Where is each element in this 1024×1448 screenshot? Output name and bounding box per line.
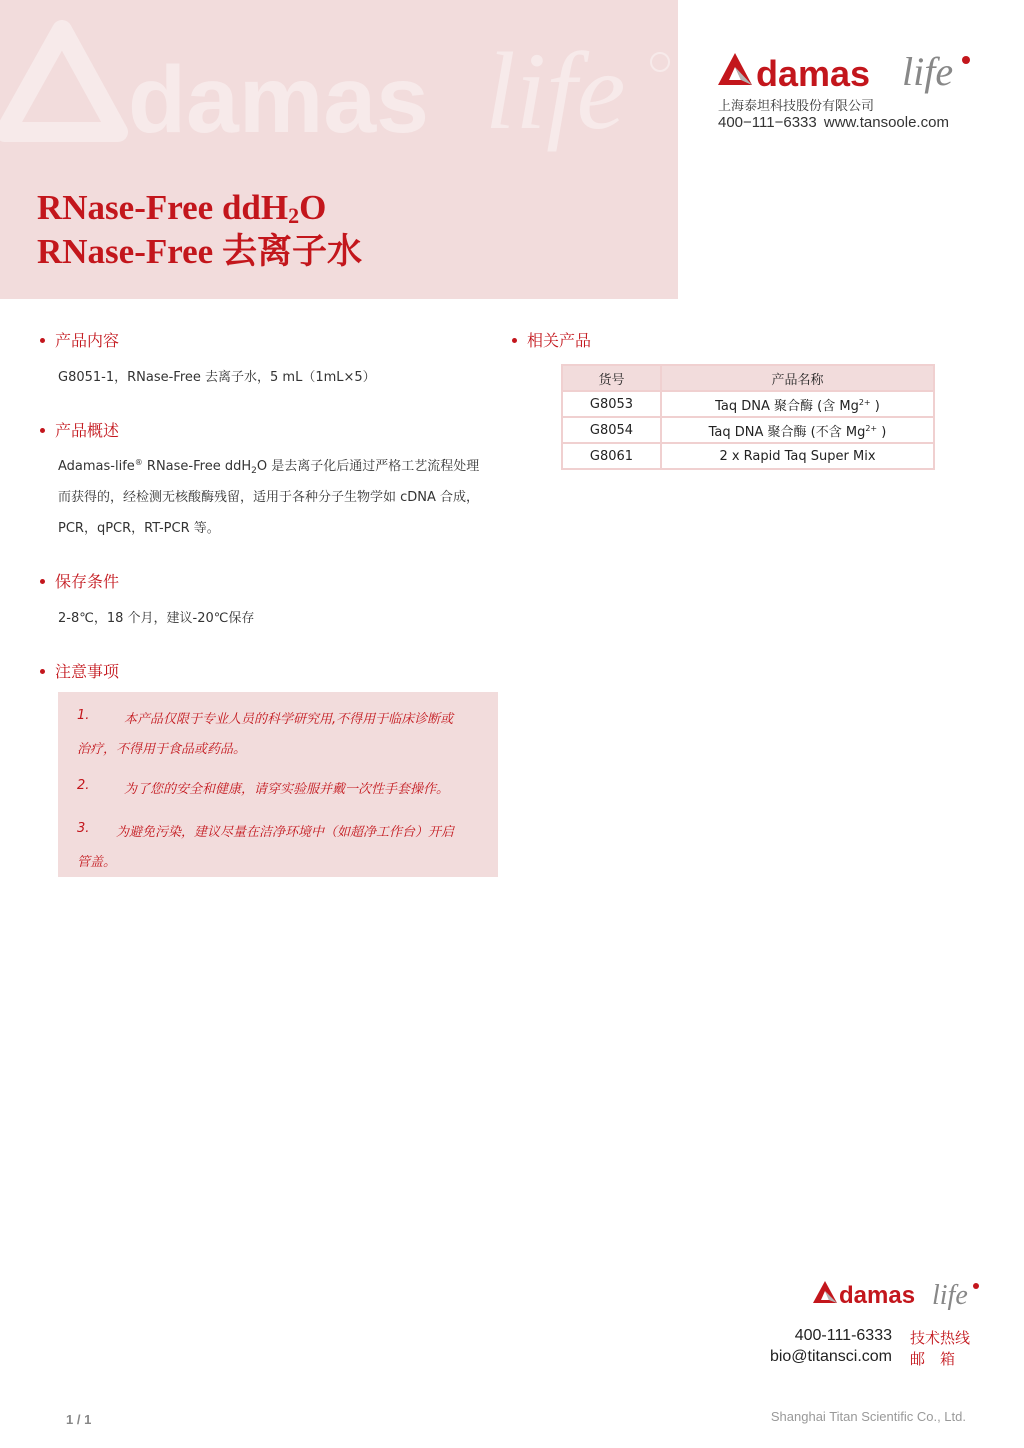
section-title-overview: 产品概述 (40, 418, 119, 441)
footer-logo (812, 1277, 982, 1317)
company-name: 上海泰坦科技股份有限公司 (718, 99, 875, 114)
watermark-text: damas (128, 47, 430, 153)
note-2-line-1: 为了您的安全和健康，请穿实验服并戴一次性手套操作。 (124, 782, 450, 797)
cell-name: Taq DNA 聚合酶 (不含 $Mg^{2+}$ ) (661, 417, 934, 443)
overview-line-1: Adamas-life® RNase-Free ddH$_2$O 是去离子化后通过严格工艺流程处理 (58, 458, 480, 476)
svg-text:damas: damas (756, 53, 871, 94)
note-1-line-2: 治疗，不得用于食品或药品。 (77, 742, 247, 757)
cell-name: 2 x Rapid Taq Super Mix (661, 443, 934, 469)
contact-line: 400−111−6333 www.tansoole.com (718, 114, 949, 131)
footer-company: Shanghai Titan Scientific Co., Ltd. (770, 1409, 966, 1424)
svg-text:damas: damas (839, 1282, 916, 1309)
svg-text:life: life (932, 1280, 968, 1311)
column-header-code: 货号 (562, 365, 661, 391)
title-line-chinese: RNase-Free 去离子水 (37, 232, 362, 271)
page-number: 1 / 1 (66, 1412, 92, 1427)
header-band (0, 0, 678, 299)
note-3-line-2: 管盖。 (77, 855, 117, 870)
column-header-name: 产品名称 (661, 365, 934, 391)
note-3-number: 3. (77, 821, 90, 836)
bullet-icon (40, 579, 45, 584)
section-title-content: 产品内容 (40, 328, 119, 351)
note-3-line-1: 为避免污染，建议尽量在洁净环境中（如超净工作台）开启 (116, 825, 455, 840)
table-header-row (562, 365, 934, 391)
footer-email: bio@titansci.com (769, 1348, 892, 1365)
bullet-icon (512, 338, 517, 343)
product-title (37, 186, 362, 274)
table-row (562, 417, 934, 443)
section-title-related: 相关产品 (512, 328, 591, 351)
cell-code: G8053 (562, 391, 661, 417)
note-2-number: 2. (77, 778, 90, 793)
storage-text: 2-8℃，18 个月，建议-20℃保存 (58, 611, 255, 626)
cell-code: G8061 (562, 443, 661, 469)
bullet-icon (40, 428, 45, 433)
footer-phone: 400-111-6333 (794, 1327, 892, 1344)
overview-line-3: PCR，qPCR，RT-PCR 等。 (58, 521, 220, 536)
content-text: G8051-1，RNase-Free 去离子水，5 mL（1mL×5） (58, 370, 376, 385)
footer-phone-label: 技术热线 (910, 1329, 971, 1347)
watermark-script: life (485, 30, 626, 152)
table-row (562, 391, 934, 417)
cell-code: G8054 (562, 417, 661, 443)
cell-name: Taq DNA 聚合酶 (含 $Mg^{2+}$ ) (661, 391, 934, 417)
bullet-icon (40, 669, 45, 674)
bullet-icon (40, 338, 45, 343)
watermark-logo (0, 20, 678, 180)
footer-email-label: 邮 箱 (910, 1350, 956, 1368)
section-title-storage: 保存条件 (40, 569, 119, 592)
section-title-notes: 注意事项 (40, 659, 119, 682)
svg-text:life: life (902, 49, 954, 94)
notes-box (58, 692, 498, 877)
related-products-table (561, 364, 935, 470)
note-1-number: 1. (77, 708, 90, 723)
table-row (562, 443, 934, 469)
overview-line-2: 而获得的，经检测无核酸酶残留，适用于各种分子生物学如 cDNA 合成， (58, 490, 480, 505)
title-line-english: RNase-Free ddH$_2$O (37, 188, 327, 228)
note-1-line-1: 本产品仅限于专业人员的科学研究用,不得用于临床诊断或 (124, 712, 454, 727)
